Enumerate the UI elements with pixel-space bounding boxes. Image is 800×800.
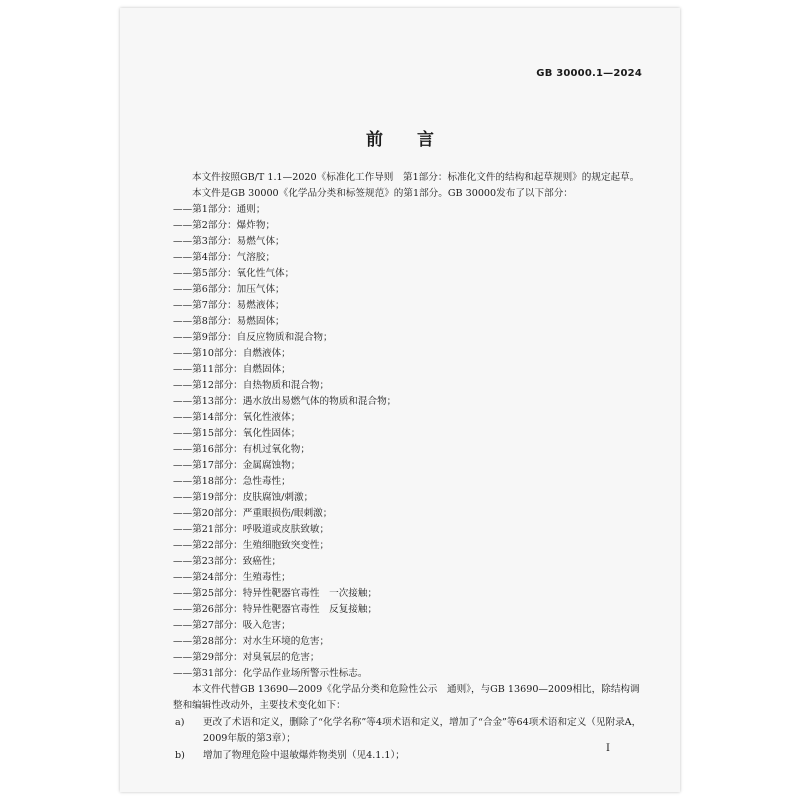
list-item: ——第19部分：皮肤腐蚀/刺激； <box>173 492 314 503</box>
list-item: ——第29部分：对臭氧层的危害； <box>173 652 320 663</box>
change-item-text: 更改了术语和定义，删除了“化学名称”等4项术语和定义，增加了“合金”等64项术语和定义（见附录A，2009年版的第3章）； <box>203 717 642 744</box>
list-item: ——第18部分：急性毒性； <box>173 476 291 487</box>
list-item: ——第21部分：呼吸道或皮肤致敏； <box>173 524 330 535</box>
list-item: ——第31部分：化学品作业场所警示性标志。 <box>173 668 368 679</box>
document-code: GB 30000.1—2024 <box>536 68 642 79</box>
list-item: ——第20部分：严重眼损伤/眼刺激； <box>173 508 333 519</box>
list-item: ——第5部分：氧化性气体； <box>173 268 295 279</box>
list-item: ——第23部分：致癌性； <box>173 556 282 567</box>
list-item: ——第16部分：有机过氧化物； <box>173 444 310 455</box>
list-item: ——第15部分：氧化性固体； <box>173 428 301 439</box>
change-item-marker: a) <box>175 717 185 728</box>
list-item: ——第22部分：生殖细胞致突变性； <box>173 540 330 551</box>
list-item: ——第24部分：生殖毒性； <box>173 572 291 583</box>
list-item: ——第3部分：易燃气体； <box>173 236 285 247</box>
list-item: ——第7部分：易燃液体； <box>173 300 285 311</box>
list-item: ——第25部分：特异性靶器官毒性 一次接触； <box>173 588 378 599</box>
list-item: ——第11部分：自燃固体； <box>173 364 291 375</box>
list-item: ——第2部分：爆炸物； <box>173 220 276 231</box>
list-item: ——第14部分：氧化性液体； <box>173 412 301 423</box>
list-item: ——第17部分：金属腐蚀物； <box>173 460 301 471</box>
list-item: ——第27部分：吸入危害； <box>173 620 291 631</box>
page-title: 前 言 <box>366 130 448 150</box>
list-item: ——第13部分：遇水放出易燃气体的物质和混合物； <box>173 396 397 407</box>
document-page <box>120 8 680 792</box>
parts-list <box>173 202 643 682</box>
page-number: I <box>606 743 610 754</box>
paragraph-replacement-note: 本文件代替GB 13690—2009《化学品分类和危险性公示 通则》，与GB 13690—2009相比，除结构调整和编辑性改动外，主要技术变化如下： <box>173 684 640 711</box>
list-item: ——第12部分：自热物质和混合物； <box>173 380 330 391</box>
paragraph-series-intro: 本文件是GB 30000《化学品分类和标签规范》的第1部分。GB 30000发布了以下部分： <box>192 188 573 199</box>
list-item: ——第4部分：气溶胶； <box>173 252 276 263</box>
list-item: ——第9部分：自反应物质和混合物； <box>173 332 333 343</box>
change-item-marker: b) <box>175 750 185 761</box>
document-body <box>173 170 643 764</box>
change-item <box>173 748 643 764</box>
list-item: ——第8部分：易燃固体； <box>173 316 285 327</box>
list-item: ——第10部分：自燃液体； <box>173 348 291 359</box>
paragraph-drafting-rules: 本文件按照GB/T 1.1—2020《标准化工作导则 第1部分：标准化文件的结构和起草规则》的规定起草。 <box>192 172 640 183</box>
change-item <box>173 715 643 747</box>
list-item: ——第6部分：加压气体； <box>173 284 285 295</box>
list-item: ——第26部分：特异性靶器官毒性 反复接触； <box>173 604 378 615</box>
list-item: ——第28部分：对水生环境的危害； <box>173 636 330 647</box>
list-item: ——第1部分：通则； <box>173 204 266 215</box>
change-item-text: 增加了物理危险中退敏爆炸物类别（见4.1.1）； <box>203 750 405 761</box>
